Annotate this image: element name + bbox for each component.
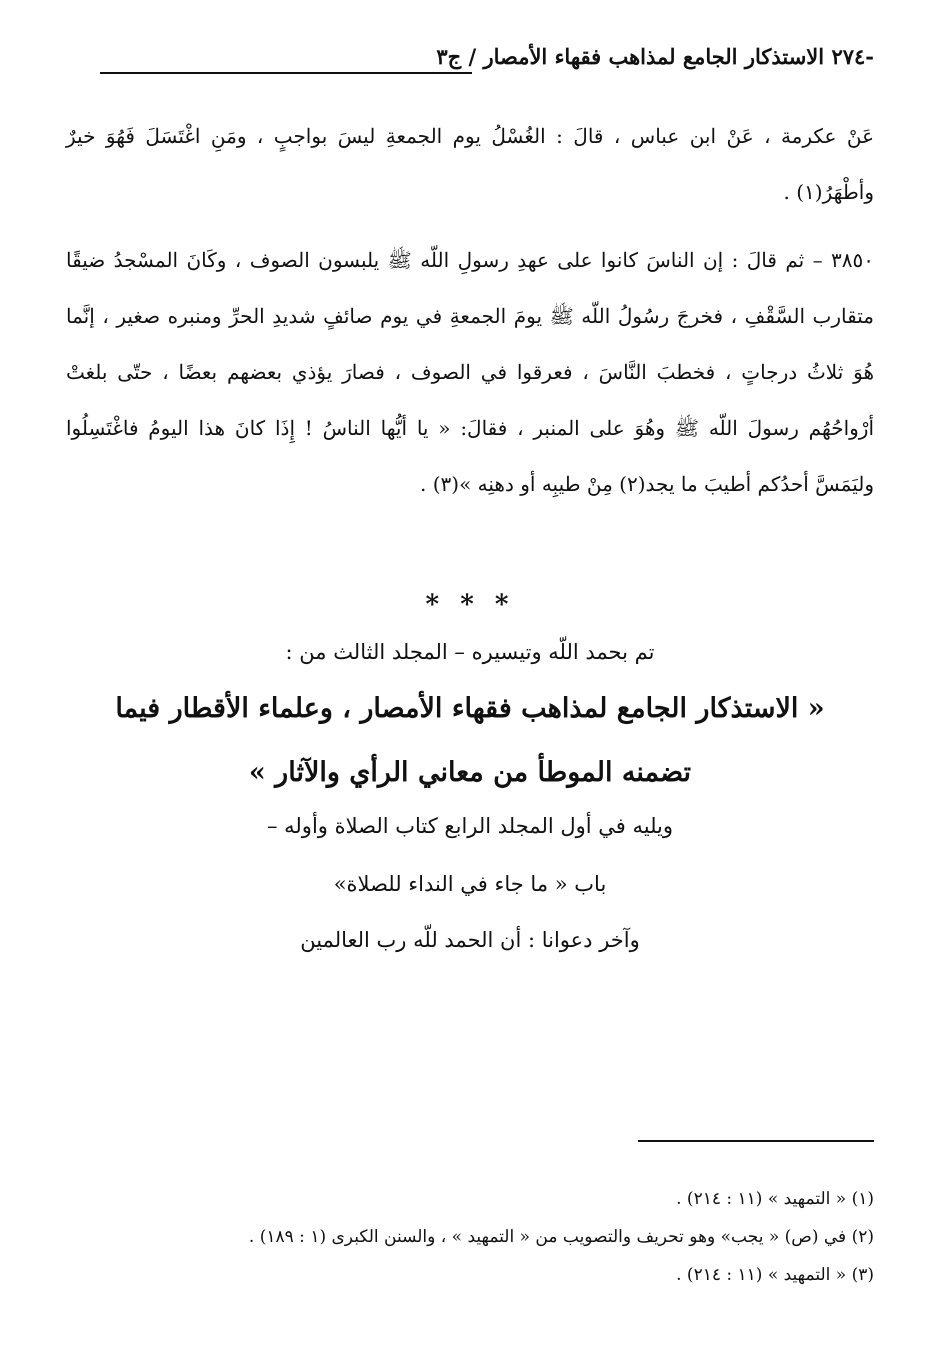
- colophon-intro: تم بحمد اللّه وتيسيره – المجلد الثالث من :: [285, 640, 655, 664]
- section-separator: * * *: [425, 590, 515, 620]
- footnote-1: (١) « التمهيد » (١١ : ٢١٤) .: [676, 1189, 874, 1209]
- book-title-line-2: تضمنه الموطأ من معاني الرأي والآثار »: [248, 757, 692, 788]
- next-chapter-title: باب « ما جاء في النداء للصلاة»: [333, 872, 607, 896]
- next-volume-note: ويليه في أول المجلد الرابع كتاب الصلاة وأوله –: [266, 814, 674, 838]
- paragraph-ikrima: عَنْ عكرمة ، عَنْ ابن عباس ، قالَ : الغُسْلُ يوم الجمعةِ ليسَ بواجبٍ ، ومَنِ اغْتَسَلَ فَهُوَ خيرٌ وأطْهَرُ(١) .: [66, 124, 874, 204]
- closing-prayer: وآخر دعوانا : أن الحمد للّه رب العالمين: [300, 928, 640, 952]
- footnote-rule: [638, 1140, 874, 1142]
- running-header: -٢٧٤ الاستذكار الجامع لمذاهب فقهاء الأمصار / ج٣: [436, 44, 874, 69]
- footnote-3: (٣) « التمهيد » (١١ : ٢١٤) .: [676, 1265, 874, 1285]
- paragraph-3850: ٣٨٥٠ – ثم قالَ : إن الناسَ كانوا على عهدِ رسولِ اللّه ﷺ يلبسون الصوف ، وكَانَ المسْجدُ ضيقًا متقارب السَّقْفِ ، فخرجَ رسُولُ اللّه ﷺ يومَ الجمعةِ في يوم صائفٍ شديدِ الحرِّ ومنبره صغير ، إنَّما هُوَ ثلاثُ درجاتٍ ، فخطبَ النَّاسَ ، فعرقوا في الصوف ، فصارَ يؤذي بعضهم بعضًا ، حتّى بلغتْ أرْواحُهُم رسولَ اللّه ﷺ وهُوَ على المنبر ، فقالَ: « يا أيُّها الناسُ ! إِذَا كانَ هذا اليومُ فاغْتَسِلُوا وليَمَسَّ أحدُكم أطيبَ ما يجد(٢) مِنْ طيبِه أو دهنِه »(٣) .: [66, 248, 875, 496]
- footnotes: [66, 1180, 874, 1294]
- header-rule: [100, 72, 472, 74]
- book-title-line-1: « الاستذكار الجامع لمذاهب فقهاء الأمصار ، وعلماء الأقطار فيما: [115, 693, 825, 724]
- footnote-2: (٢) في (ص) « يجب» وهو تحريف والتصويب من « التمهيد » ، والسنن الكبرى (١ : ١٨٩) .: [248, 1227, 874, 1247]
